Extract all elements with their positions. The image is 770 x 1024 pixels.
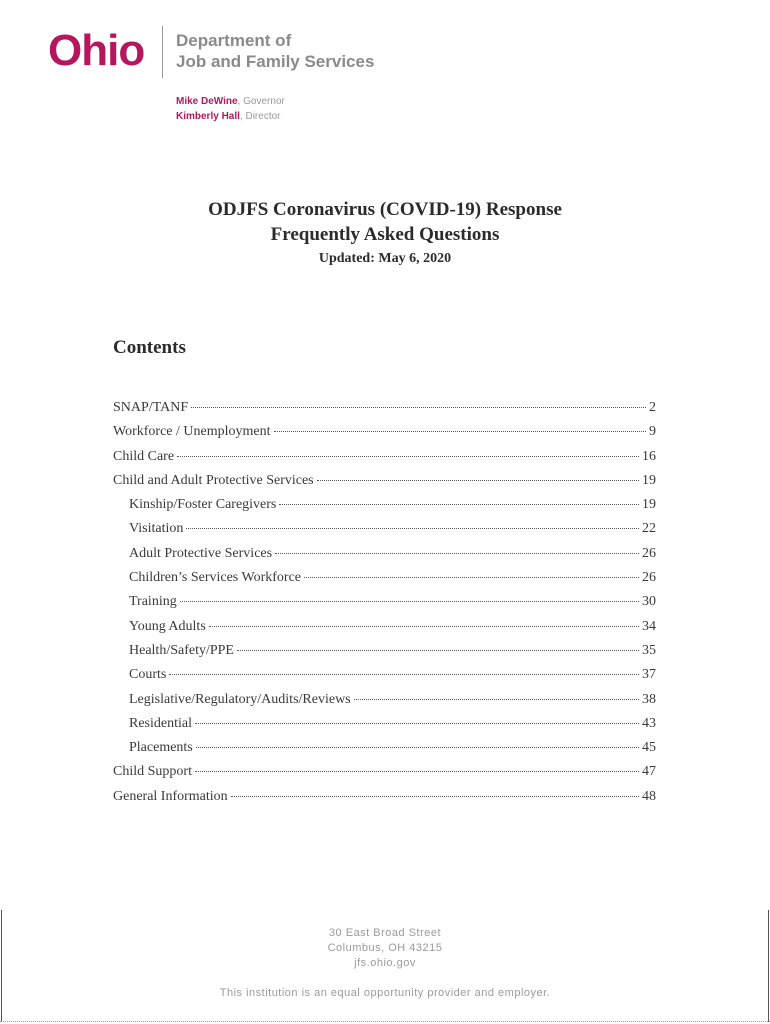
toc-dot-leader (177, 456, 639, 457)
toc-entry[interactable] (113, 692, 656, 716)
toc-entry-label: Young Adults (129, 618, 206, 634)
contents-heading: Contents (113, 337, 186, 358)
title-line2: Frequently Asked Questions (270, 224, 500, 245)
toc-entry[interactable] (113, 764, 656, 788)
toc-entry[interactable] (113, 449, 656, 473)
equal-opportunity-statement: This institution is an equal opportunity provider and employer. (219, 987, 551, 999)
document-title (0, 197, 770, 269)
toc-entry-page: 35 (642, 642, 656, 658)
governor-title: Governor (243, 96, 285, 107)
toc-entry-page: 22 (642, 521, 656, 537)
toc-entry-label: Adult Protective Services (129, 545, 273, 561)
toc-entry-page: 19 (642, 497, 656, 513)
toc-entry[interactable] (113, 643, 656, 667)
toc-dot-leader (180, 601, 639, 602)
toc-entry[interactable] (113, 570, 656, 594)
governor-line: Mike DeWine, Governor (176, 96, 285, 107)
toc-dot-leader (279, 504, 639, 505)
logo-divider (162, 26, 163, 78)
toc-entry-page: 30 (642, 594, 656, 610)
toc-entry-label: General Information (113, 788, 228, 804)
toc-dot-leader (191, 407, 646, 408)
department-name (176, 30, 374, 72)
website[interactable]: jfs.ohio.gov (354, 957, 416, 969)
page-edge-bottom (0, 1021, 770, 1022)
toc-entry[interactable] (113, 667, 656, 691)
toc-dot-leader (354, 699, 639, 700)
toc-dot-leader (209, 626, 639, 627)
toc-entry[interactable] (113, 740, 656, 764)
toc-dot-leader (274, 431, 647, 432)
toc-entry-page: 2 (649, 400, 656, 415)
toc-dot-leader (195, 723, 639, 724)
table-of-contents (113, 400, 656, 813)
address-line1: 30 East Broad Street (328, 927, 442, 939)
toc-entry[interactable] (113, 400, 656, 424)
toc-entry-label: Children’s Services Workforce (129, 570, 302, 586)
toc-dot-leader (196, 747, 639, 748)
toc-entry-label: Kinship/Foster Caregivers (129, 497, 277, 513)
toc-entry-label: Child and Adult Protective Services (113, 472, 314, 488)
toc-entry-page: 47 (642, 764, 656, 780)
ohio-logo-wordmark: Ohio (48, 26, 145, 75)
toc-entry-label: SNAP/TANF (113, 400, 189, 415)
toc-entry-page: 9 (649, 424, 656, 440)
toc-entry[interactable] (113, 594, 656, 618)
toc-entry[interactable] (113, 424, 656, 448)
toc-entry-label: Residential (129, 715, 192, 731)
toc-dot-leader (317, 480, 639, 481)
director-name: Kimberly Hall (176, 111, 240, 122)
toc-entry-label: Workforce / Unemployment (113, 424, 271, 440)
governor-name: Mike DeWine (176, 96, 238, 107)
toc-entry[interactable] (113, 546, 656, 570)
toc-dot-leader (231, 796, 639, 797)
toc-entry-page: 37 (642, 667, 656, 683)
toc-entry-label: Training (129, 594, 177, 610)
toc-entry-page: 38 (642, 691, 656, 707)
department-line1: Department of (176, 31, 292, 50)
toc-dot-leader (186, 528, 639, 529)
toc-entry[interactable] (113, 521, 656, 545)
toc-dot-leader (275, 553, 639, 554)
toc-dot-leader (304, 577, 639, 578)
officials-block (176, 94, 285, 124)
toc-entry-label: Legislative/Regulatory/Audits/Reviews (129, 691, 351, 707)
toc-dot-leader (195, 771, 639, 772)
toc-entry[interactable] (113, 619, 656, 643)
toc-dot-leader (169, 674, 639, 675)
toc-dot-leader (237, 650, 639, 651)
toc-entry-page: 43 (642, 715, 656, 731)
toc-entry-label: Child Support (113, 764, 192, 780)
toc-entry[interactable] (113, 497, 656, 521)
toc-entry-page: 26 (642, 545, 656, 561)
updated-date: Updated: May 6, 2020 (318, 251, 452, 266)
toc-entry-page: 26 (642, 570, 656, 586)
toc-entry-label: Visitation (129, 521, 184, 537)
toc-entry-page: 34 (642, 618, 656, 634)
toc-entry-page: 16 (642, 448, 656, 464)
toc-entry[interactable] (113, 716, 656, 740)
toc-entry-label: Placements (129, 740, 193, 756)
address-line2: Columbus, OH 43215 (327, 942, 443, 954)
page-footer (0, 926, 770, 999)
title-line1: ODJFS Coronavirus (COVID-19) Response (208, 199, 562, 220)
director-line: Kimberly Hall, Director (176, 111, 281, 122)
director-title: Director (245, 111, 281, 122)
toc-entry-page: 48 (642, 788, 656, 804)
toc-entry[interactable] (113, 789, 656, 813)
toc-entry-page: 19 (642, 472, 656, 488)
toc-entry-label: Health/Safety/PPE (129, 642, 234, 658)
toc-entry-label: Courts (129, 667, 167, 683)
toc-entry-page: 45 (642, 740, 656, 756)
toc-entry[interactable] (113, 473, 656, 497)
toc-entry-label: Child Care (113, 448, 175, 464)
department-line2: Job and Family Services (176, 52, 375, 71)
